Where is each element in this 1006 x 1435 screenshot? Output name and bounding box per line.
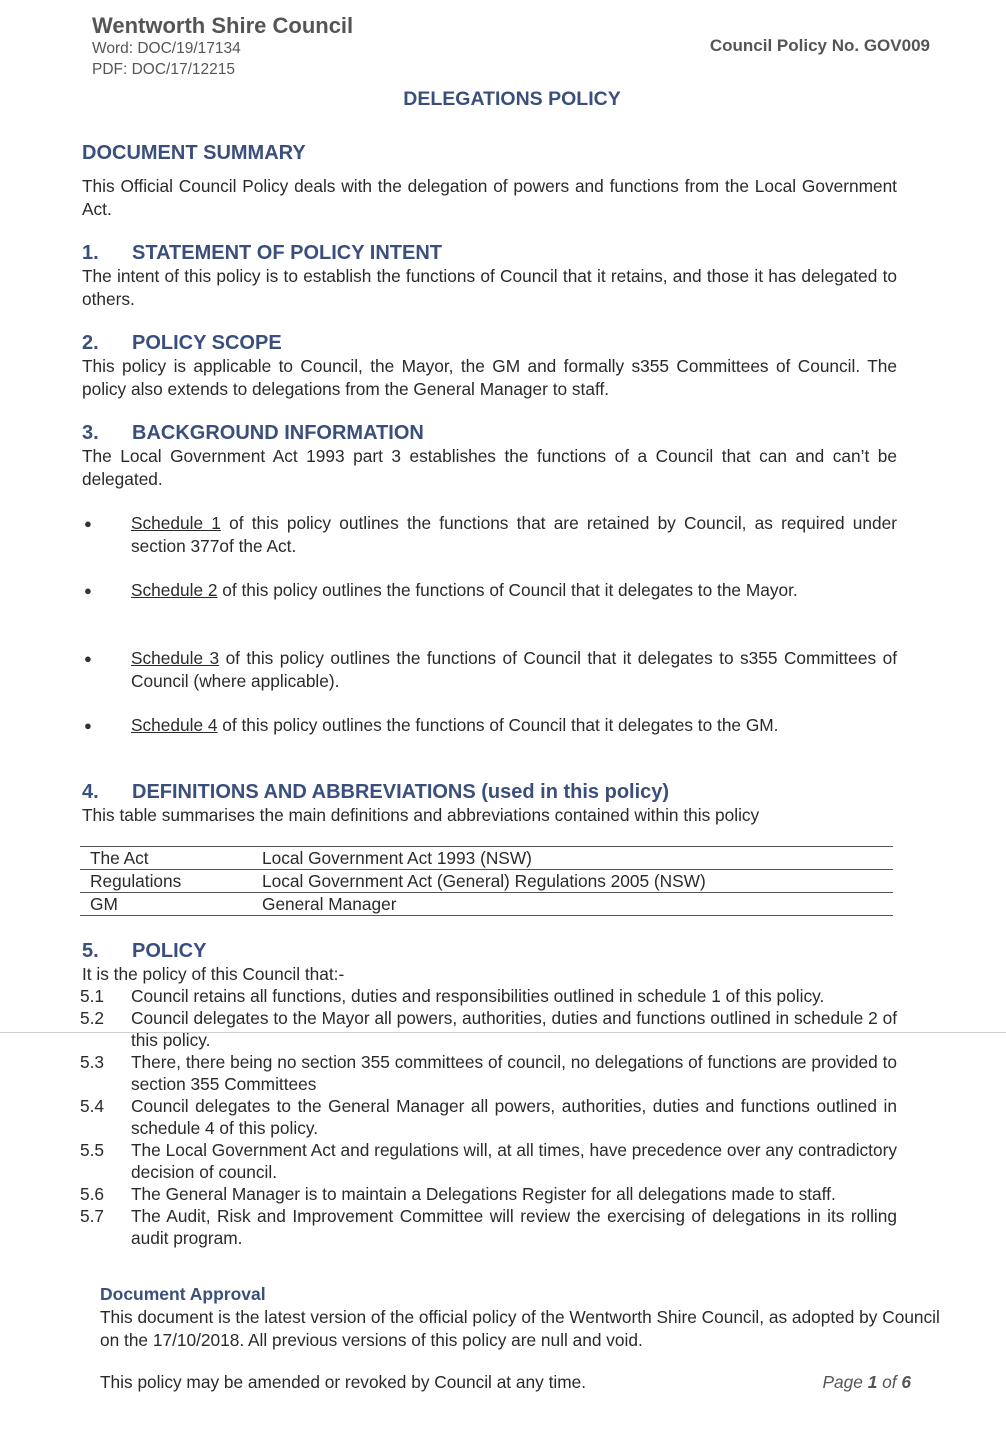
bullet-text: of this policy outlines the functions that are retained by Council, as required under section 377of the Act.	[131, 513, 897, 556]
section-number: 1.	[82, 242, 99, 264]
policy-item-number: 5.5	[80, 1140, 105, 1160]
policy-item-text: Council delegates to the Mayor all powers, authorities, duties and functions outlined in schedule 2 of this policy.	[131, 1008, 897, 1050]
schedule-bullet-2	[131, 579, 897, 602]
schedule-bullet-3	[131, 647, 897, 692]
section-2-text: This policy is applicable to Council, the Mayor, the GM and formally s355 Committees of Council. The policy also extends to delegations from the General Manager to staff.	[82, 356, 897, 399]
policy-item-text: The Local Government Act and regulations will, at all times, have precedence over any contradictory decision of council.	[131, 1140, 897, 1182]
bullet-dot-icon: ●	[84, 718, 92, 733]
page-label: Page	[822, 1372, 863, 1392]
bullet-dot-icon: ●	[84, 651, 92, 666]
schedule-bullet-4	[131, 714, 897, 737]
bullet-dot-icon: ●	[84, 583, 92, 598]
schedule-3-link[interactable]: Schedule 3	[131, 648, 220, 668]
section-number: 2.	[82, 332, 99, 354]
page-current: 1	[867, 1372, 878, 1392]
section-title: BACKGROUND INFORMATION	[132, 422, 424, 444]
approval-text: This document is the latest version of the official policy of the Wentworth Shire Council, as adopted by Council on the 17/10/2018. All previous versions of this policy are null and void.	[100, 1307, 940, 1350]
pdf-reference: PDF: DOC/17/12215	[92, 61, 236, 78]
policy-item-number: 5.3	[80, 1052, 105, 1072]
summary-text: This Official Council Policy deals with the delegation of powers and functions from the Local Government Act.	[82, 176, 897, 219]
policy-item-text: Council delegates to the General Manager all powers, authorities, duties and functions outlined in schedule 4 of this policy.	[131, 1096, 897, 1138]
section-title: STATEMENT OF POLICY INTENT	[132, 242, 442, 264]
section-5-heading	[82, 940, 206, 963]
section-4-text: This table summarises the main definitions and abbreviations contained within this policy	[82, 805, 760, 825]
section-5-intro: It is the policy of this Council that:-	[82, 964, 345, 984]
bullet-text: of this policy outlines the functions of Council that it delegates to the GM.	[217, 715, 779, 735]
word-reference: Word: DOC/19/17134	[92, 40, 241, 57]
policy-item-number: 5.1	[80, 986, 105, 1006]
section-1-text: The intent of this policy is to establish the functions of Council that it retains, and those it has delegated to others.	[82, 266, 897, 309]
definition-value: Local Government Act (General) Regulations 2005 (NSW)	[262, 870, 893, 893]
council-name: Wentworth Shire Council	[92, 13, 354, 38]
policy-item-number: 5.7	[80, 1206, 105, 1226]
section-1-heading	[82, 242, 442, 265]
schedule-2-link[interactable]: Schedule 2	[131, 580, 218, 600]
policy-number: Council Policy No. GOV009	[709, 36, 930, 55]
approval-heading: Document Approval	[100, 1284, 266, 1304]
page-number	[823, 1372, 911, 1393]
policy-item-number: 5.6	[80, 1184, 105, 1204]
section-title: DEFINITIONS AND ABBREVIATIONS (used in this policy)	[132, 781, 670, 803]
policy-item-number: 5.4	[80, 1096, 105, 1116]
schedule-4-link[interactable]: Schedule 4	[131, 715, 218, 735]
section-3-text: The Local Government Act 1993 part 3 establishes the functions of a Council that can and can’t be delegated.	[82, 446, 897, 489]
summary-heading: DOCUMENT SUMMARY	[82, 142, 306, 164]
definition-term: The Act	[80, 847, 262, 870]
section-number: 5.	[82, 940, 99, 962]
definitions-table	[80, 846, 893, 916]
schedule-bullet-1	[131, 512, 897, 557]
section-2-heading	[82, 332, 282, 355]
definition-term: Regulations	[80, 870, 262, 893]
schedule-1-link[interactable]: Schedule 1	[131, 513, 221, 533]
policy-item-text: There, there being no section 355 committees of council, no delegations of functions are provided to section 355 Committees	[131, 1052, 897, 1094]
section-4-heading	[82, 781, 669, 804]
document-title: DELEGATIONS POLICY	[403, 88, 621, 110]
amendment-note: This policy may be amended or revoked by Council at any time.	[100, 1372, 587, 1392]
definition-value: Local Government Act 1993 (NSW)	[262, 847, 893, 870]
section-number: 4.	[82, 781, 99, 803]
policy-item-text: The Audit, Risk and Improvement Committee will review the exercising of delegations in its rolling audit program.	[131, 1206, 897, 1248]
section-title: POLICY	[132, 940, 207, 962]
bullet-text: of this policy outlines the functions of Council that it delegates to the Mayor.	[217, 580, 798, 600]
bullet-text: of this policy outlines the functions of Council that it delegates to s355 Committees of Council (where applicable).	[131, 648, 897, 691]
policy-item-text: The General Manager is to maintain a Delegations Register for all delegations made to staff.	[131, 1184, 836, 1204]
section-3-heading	[82, 422, 424, 445]
policy-item-text: Council retains all functions, duties and responsibilities outlined in schedule 1 of this policy.	[131, 986, 825, 1006]
page-total: 6	[901, 1372, 911, 1392]
definition-value: General Manager	[262, 893, 893, 916]
bullet-dot-icon: ●	[84, 516, 92, 531]
definition-term: GM	[80, 893, 262, 916]
section-number: 3.	[82, 422, 99, 444]
section-title: POLICY SCOPE	[132, 332, 282, 354]
table-row	[80, 870, 893, 893]
table-row	[80, 847, 893, 870]
page-of: of	[882, 1372, 897, 1392]
table-row	[80, 893, 893, 916]
policy-item-number: 5.2	[80, 1008, 105, 1028]
